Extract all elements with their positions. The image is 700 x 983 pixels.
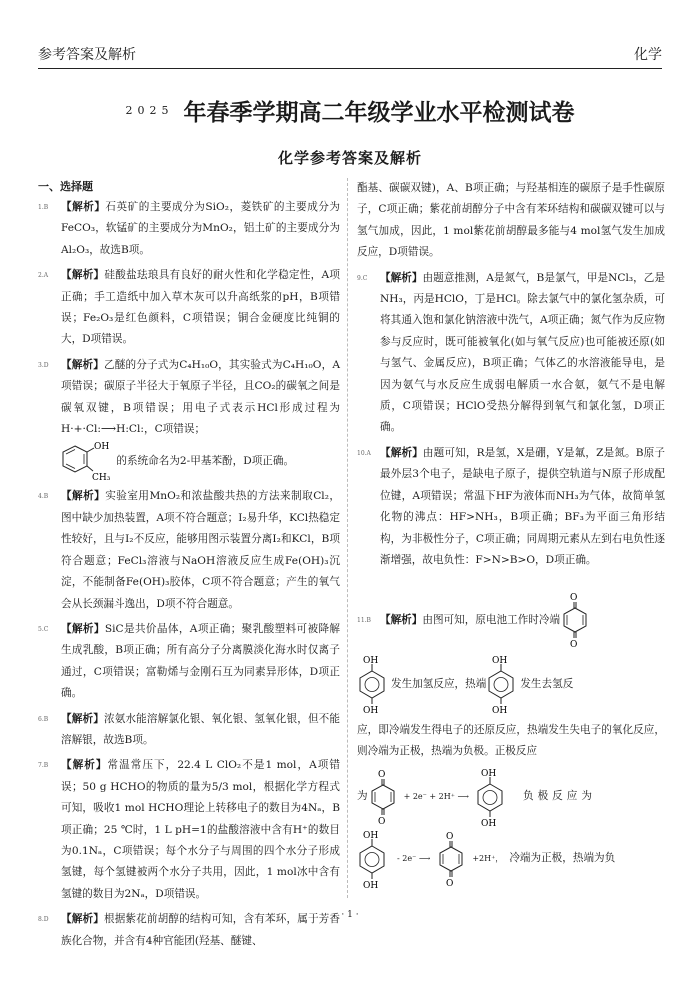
subtitle: 化学参考答案及解析 xyxy=(277,149,422,167)
question-number: 10.A xyxy=(357,449,371,457)
question-item xyxy=(38,619,340,705)
title-year: 2025 xyxy=(125,104,174,117)
benzoquinone-structure-icon xyxy=(436,831,466,887)
analysis-tag: 【解析】 xyxy=(61,490,106,503)
analysis-text: 由题意推测，A是氮气，B是氯气，甲是NCl₃，乙是NH₃，丙是HClO，丁是HCl。除去氯气中的氯化氢杂质，可将其通入饱和氯化钠溶液中洗气，A项正确；氮气作为反应物参与反应时，既可能被氧化(如与氧气反应)也可能被还原(如与氢气、金属反应)，B项正确；气体乙的水溶液能导电，是因为氨气与水反应生成弱电解质一水合氨，氨气不是电解质，C项错误；HClO受热分解得到氧气和氯化氢，D项正确。 xyxy=(380,271,666,434)
svg-text:OH: OH xyxy=(492,706,508,714)
question-item xyxy=(38,265,340,351)
svg-text:O: O xyxy=(377,816,385,825)
question-item xyxy=(38,355,340,441)
header-left: 参考答案及解析 xyxy=(38,47,136,63)
page-header xyxy=(38,42,662,69)
q11-intro-row xyxy=(357,592,665,648)
svg-text:O: O xyxy=(377,769,385,780)
page-number: · 1 · xyxy=(341,910,359,920)
section-heading: 一、选择题 xyxy=(38,180,93,193)
question-number: 4.B xyxy=(38,493,49,501)
question-number: 9.C xyxy=(357,274,368,282)
q11-text-mid2: 发生去氢反 xyxy=(520,677,574,690)
analysis-text: 浓氨水能溶解氯化银、氧化银、氢氧化银，但不能溶解银，故选B项。 xyxy=(61,712,341,746)
q11-text-mid1: 发生加氢反应，热端 xyxy=(391,677,487,690)
analysis-tag: 【解析】 xyxy=(380,446,423,459)
analysis-text: 常温常压下，22.4 L ClO₂不是1 mol，A项错误；50 g HCHO的物质的量为5/3 mol，根据化学方程式可知，吸收1 mol HCHO理论上转移电子的数目为4Nₐ，B项正确；25 ℃时，1 L pH=1的盐酸溶液中含有H⁺的数目为0.1Nₐ，C项错误；每个水分子与周围的四个水分子形成氢键，每个氢键被两个水分子共用，因此，1 mol冰中含有氢键的数目为2Nₐ，D项错误。 xyxy=(61,759,341,900)
analysis-text: 乙醚的分子式为C₄H₁₀O，其实验式为C₄H₁₀O，A项错误；碳原子半径大于氧原子半径，且CO₂的碳氧之间是碳氧双键，B项错误；用电子式表示HCl形成过程为H·+·Cl:⟶H:Cl:，C项错误； xyxy=(61,358,340,436)
page-title xyxy=(0,94,700,127)
oh-label: OH xyxy=(94,442,110,453)
q11-wei: 为 xyxy=(357,790,368,803)
hydroquinone-structure-icon xyxy=(357,654,391,714)
svg-text:OH: OH xyxy=(363,656,379,666)
analysis-text: 酯基、碳碳双键)，A、B项正确；与羟基相连的碳原子是手性碳原子，C项正确；紫花前胡醇分子中含有苯环结构和碳碳双键可以与氢气加成，因此，1 mol紫花前胡醇最多能与4 mol氢气发生加成反应，D项错误。 xyxy=(357,182,665,259)
question-item xyxy=(357,443,665,571)
analysis-tag: 【解析】 xyxy=(380,271,423,284)
o-cresol-structure-icon xyxy=(61,440,113,482)
question-item xyxy=(38,197,340,261)
question-item xyxy=(38,709,340,752)
analysis-tag: 【解析】 xyxy=(380,613,423,626)
question-number: 8.D xyxy=(38,916,49,924)
question-item xyxy=(357,268,665,439)
q11-negative-label: 负极反应为 xyxy=(522,790,596,803)
question-number: 11.B xyxy=(357,616,371,624)
analysis-tag: 【解析】 xyxy=(61,269,105,282)
question-item xyxy=(38,755,340,905)
q11-tail-text: 冷端为正极，热端为负 xyxy=(509,852,616,865)
analysis-text: 的系统命名为2-甲基苯酚，D项正确。 xyxy=(116,455,295,468)
question-11 xyxy=(357,592,665,889)
analysis-tag: 【解析】 xyxy=(61,358,104,371)
header-subject: 化学 xyxy=(634,47,662,63)
question-continued xyxy=(357,178,665,264)
left-column xyxy=(38,178,340,956)
analysis-text: 石英矿的主要成分为SiO₂，菱铁矿的主要成分为FeCO₃，软锰矿的主要成分为MnO₂，铝土矿的主要成分为Al₂O₃，故选B项。 xyxy=(61,201,340,256)
equation-text-2: +2H⁺， xyxy=(472,854,504,864)
question-number: 1.B xyxy=(38,204,49,211)
q11-negative-equation xyxy=(357,829,665,889)
analysis-tag: 【解析】 xyxy=(61,913,104,926)
svg-text:OH: OH xyxy=(363,830,379,841)
benzoquinone-structure-icon xyxy=(560,592,590,648)
svg-text:OH: OH xyxy=(480,818,497,827)
column-divider xyxy=(347,178,348,898)
hydroquinone-structure-icon xyxy=(486,654,520,714)
benzoquinone-structure-icon xyxy=(368,769,398,825)
question-item xyxy=(38,486,340,614)
svg-text:OH: OH xyxy=(492,656,508,666)
question-number: 7.B xyxy=(38,762,49,770)
analysis-text: 硅酸盐珐琅具有良好的耐火性和化学稳定性，A项正确；手工造纸中加入草木灰可以升高纸浆的pH，B项错误；Fe₂O₃是红色颜料，C项错误；铜合金硬度比纯铜的大，D项错误。 xyxy=(61,269,340,346)
hydroquinone-structure-icon xyxy=(357,829,391,889)
analysis-text: 由图可知，原电池工作时冷端 xyxy=(422,613,561,626)
analysis-tag: 【解析】 xyxy=(61,712,104,725)
question-number: 5.C xyxy=(38,625,49,633)
question-number: 3.D xyxy=(38,361,49,369)
equation-text: + 2e⁻ + 2H⁺ ⟶ xyxy=(403,792,469,802)
analysis-text: 由题可知，R是氢，X是硼，Y是氟，Z是氮。B原子最外层3个电子，是缺电子原子，提供空轨道与N原子形成配位键，A项错误；常温下HF为液体而NH₃为气体，故简单氢化物的沸点：HF>NH₃，B项正确；BF₃为平面三角形结构，为非极性分子，C项正确；同周期元素从左到右电负性逐渐增强，故电负性：F>N>B>O，D项正确。 xyxy=(380,446,666,566)
question-number: 6.B xyxy=(38,715,49,723)
q11-text-block xyxy=(357,720,665,763)
q11-row-2 xyxy=(357,654,665,714)
analysis-text: 根据紫花前胡醇的结构可知，含有苯环，属于芳香族化合物，并含有4种官能团(羟基、醚键、 xyxy=(61,913,341,947)
svg-text:O: O xyxy=(570,593,578,603)
title-text: 年春季学期高二年级学业水平检测试卷 xyxy=(183,100,575,126)
svg-text:OH: OH xyxy=(363,706,379,714)
analysis-text: 实验室用MnO₂和浓盐酸共热的方法来制取Cl₂，图中缺少加热装置，A项不符合题意；I₂易升华，KCl热稳定性较好，且与I₂不反应，能够用图示装置分离I₂和KCl，B项符合题意；FeCl₃溶液与NaOH溶液反应生成Fe(OH)₃沉淀，不能制备Fe(OH)₃胶体，C项不符合题意；产生的氧气会从长颈漏斗逸出，D项不符合题意。 xyxy=(61,490,341,610)
ch3-label: CH₃ xyxy=(92,473,111,483)
analysis-tag: 【解析】 xyxy=(61,759,108,772)
question-number: 2.A xyxy=(38,272,49,280)
svg-text:OH: OH xyxy=(480,768,497,779)
analysis-text: 应，即冷端发生得电子的还原反应，热端发生失电子的氧化反应，则冷端为正极，热端为负极。正极反应 xyxy=(357,724,665,758)
svg-text:O: O xyxy=(570,640,578,648)
analysis-text: SiC是共价晶体，A项正确；聚乳酸塑料可被降解生成乳酸，B项正确；所有高分子分离膜淡化海水时仅离子通过，C项错误；富勒烯与金刚石互为同素异形体，D项正确。 xyxy=(61,622,341,700)
svg-text:O: O xyxy=(446,831,454,842)
svg-text:OH: OH xyxy=(363,880,379,889)
hydroquinone-structure-icon xyxy=(475,767,509,827)
svg-text:O: O xyxy=(446,878,454,887)
q11-positive-equation xyxy=(357,767,665,827)
equation-text: - 2e⁻ ⟶ xyxy=(397,854,431,864)
analysis-tag: 【解析】 xyxy=(61,622,105,635)
right-column xyxy=(357,178,665,575)
question-item xyxy=(38,440,340,482)
analysis-tag: 【解析】 xyxy=(61,201,106,213)
